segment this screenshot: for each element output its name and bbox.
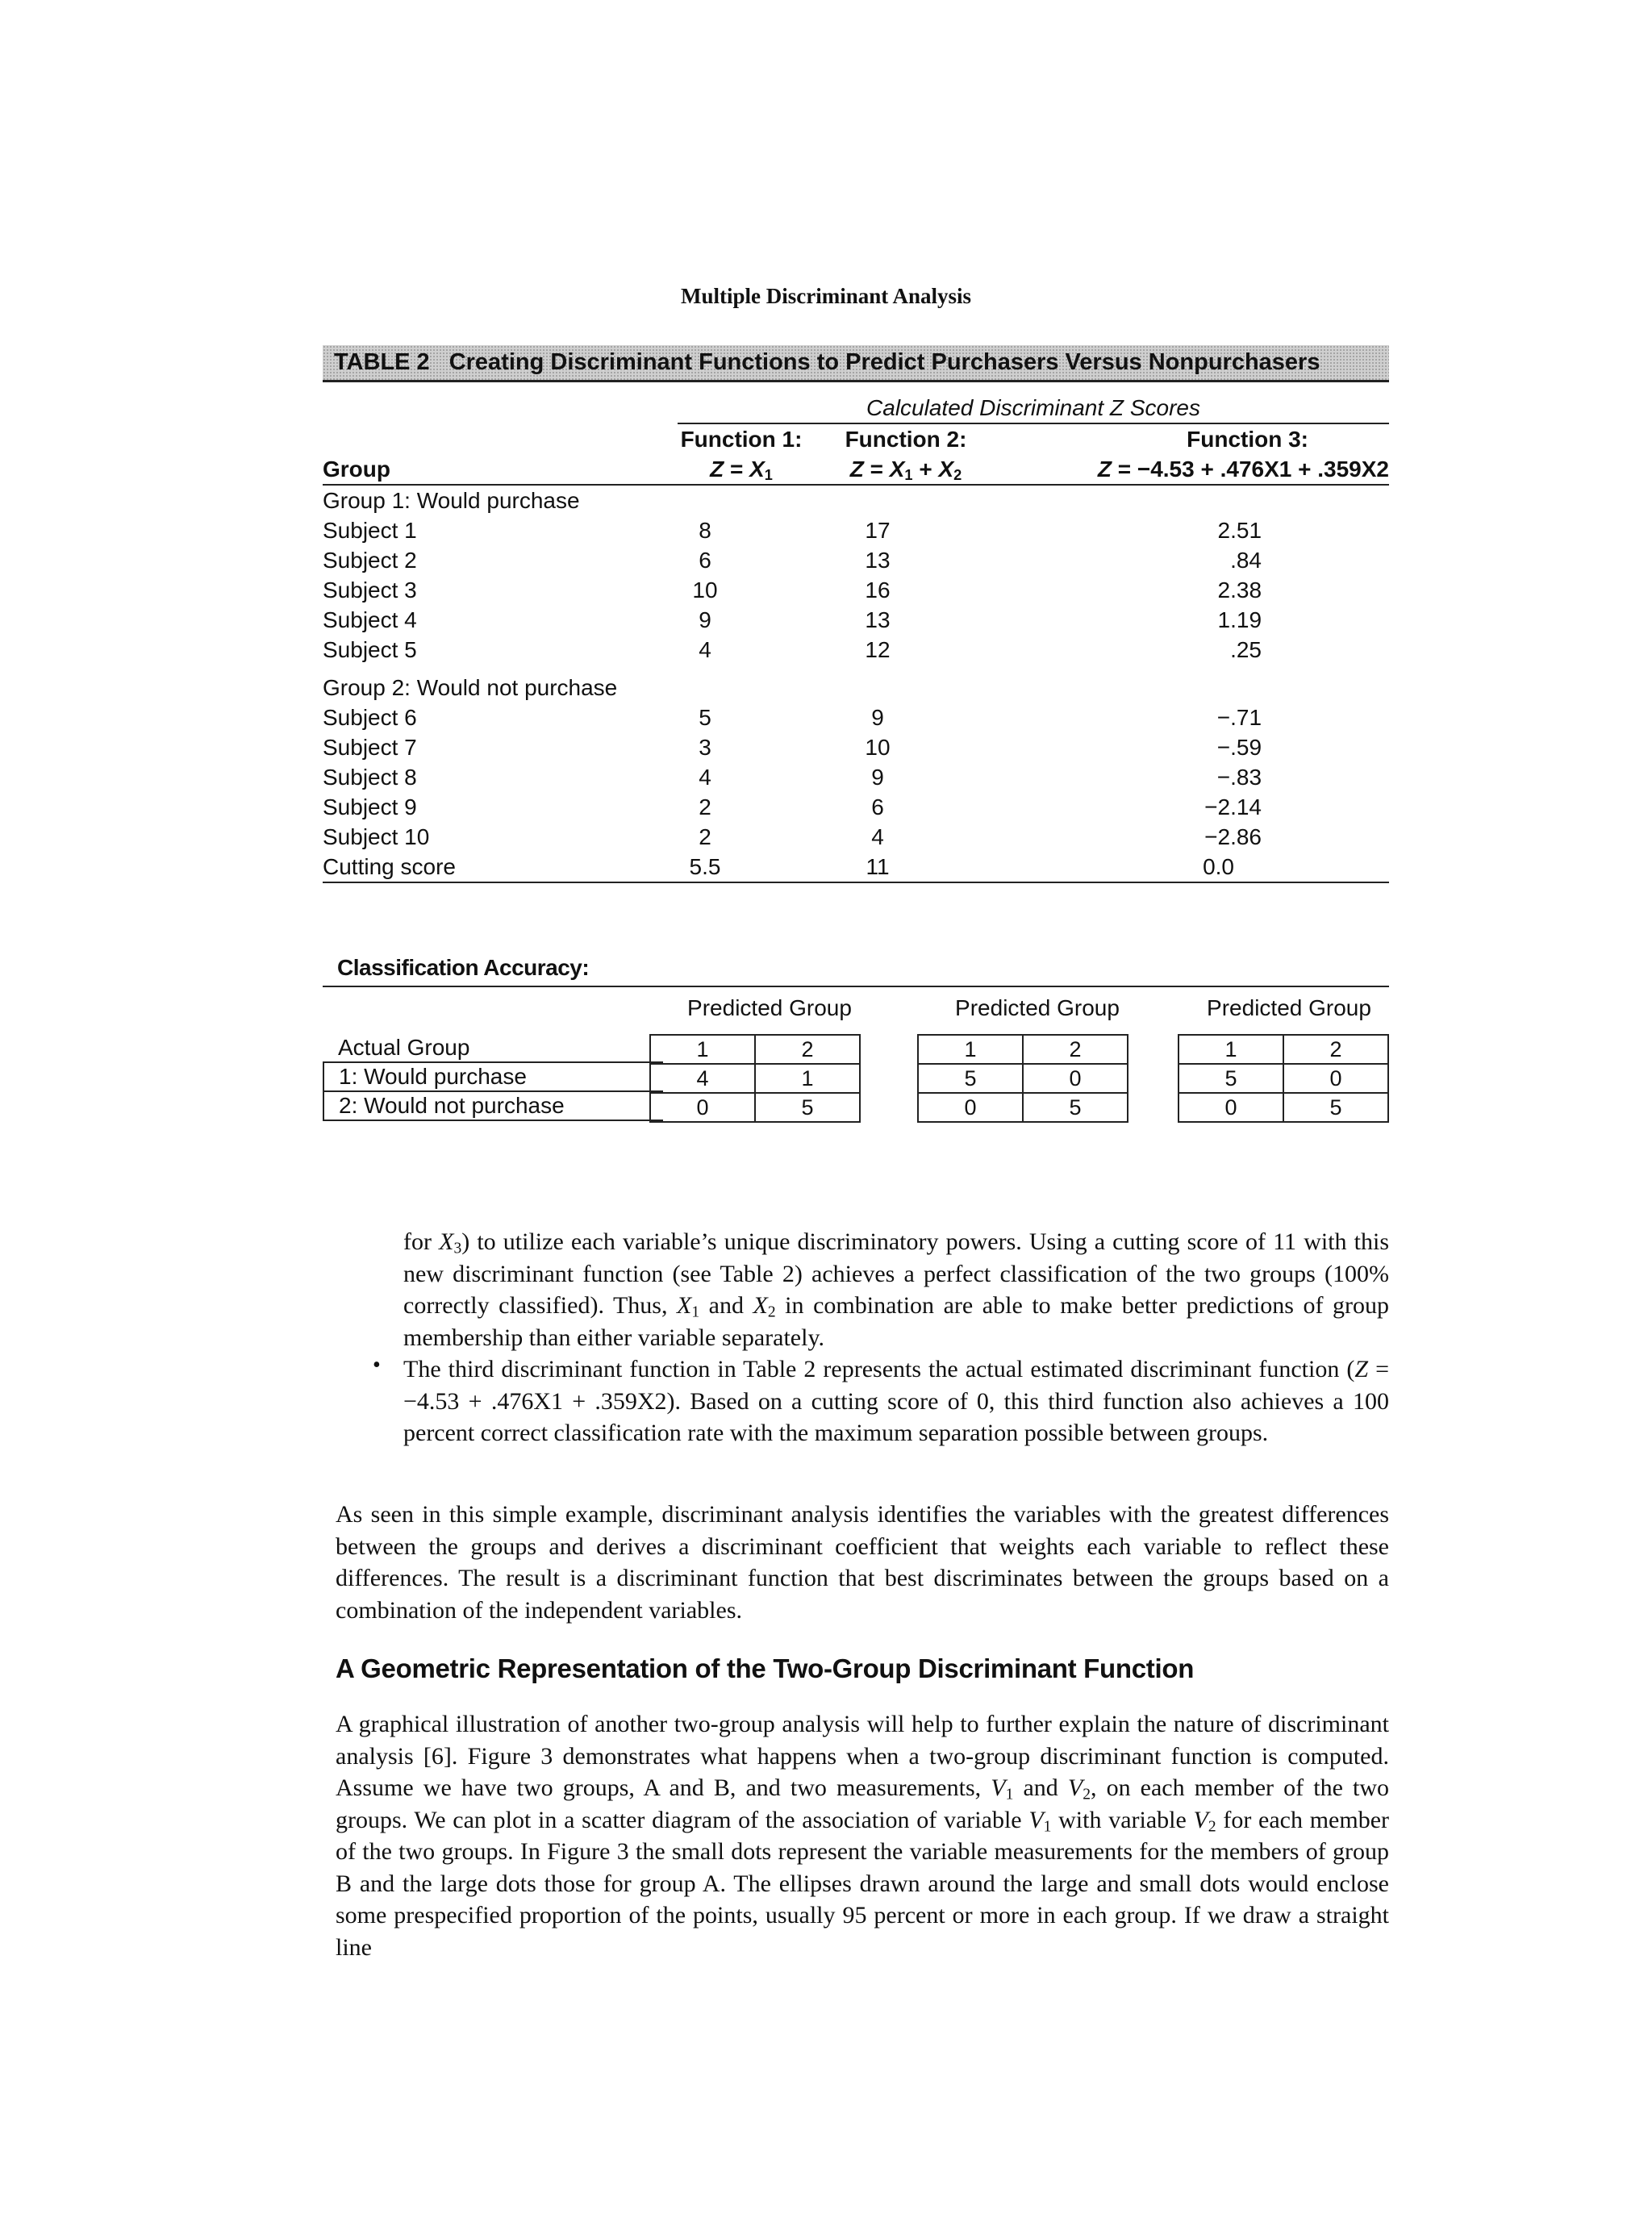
f2-header-line2: $Z = X_1 + X_2$ xyxy=(805,454,1007,485)
classification-accuracy xyxy=(323,950,1389,1120)
matrix-header-cell: 1 xyxy=(918,1035,1023,1064)
matrix-cell: 0 xyxy=(1179,1093,1283,1122)
group-spacer xyxy=(323,665,1389,673)
predicted-group-label-1: Predicted Group xyxy=(687,995,852,1020)
subject-label: Subject 6 xyxy=(323,705,417,730)
f1-score: 9 xyxy=(699,607,711,632)
predicted-group-label-2: Predicted Group xyxy=(955,995,1120,1020)
cutting-score-f3: 0.0 xyxy=(1007,852,1389,882)
f3-score: .84 xyxy=(1230,548,1262,573)
cutting-score-f2: 11 xyxy=(805,852,1007,882)
f1-score: 5 xyxy=(699,705,711,730)
table-row xyxy=(323,605,1389,635)
subject-label: Subject 2 xyxy=(323,548,417,573)
matrix-cell: 5 xyxy=(755,1093,860,1122)
f2-score: 13 xyxy=(865,607,891,632)
table-row xyxy=(323,545,1389,575)
table-title: Creating Discriminant Functions to Predict Purchasers Versus Nonpurchasers xyxy=(448,349,1320,375)
subject-label: Subject 9 xyxy=(323,794,417,819)
f3-score: −2.14 xyxy=(1204,794,1262,819)
running-head: Multiple Discriminant Analysis xyxy=(680,284,972,308)
table-2 xyxy=(323,345,1389,883)
f1-score: 2 xyxy=(699,824,711,849)
actual-group-row-2: 2: Would not purchase xyxy=(323,1091,663,1120)
group-section-row xyxy=(323,673,1389,703)
paragraph-summary: As seen in this simple example, discriminant analysis identifies the variables with the greatest differences between the groups and derives a discriminant coefficient that weights each variable to reflect these differences. The result is a discriminant function that best discriminates between the groups based on a combination of the independent variables. xyxy=(336,1501,1389,1624)
paragraph-geometric: A graphical illustration of another two-group analysis will help to further explain the nature of discriminant analysis [6]. Figure 3 demonstrates what happens when a two-group discriminant function is computed. Assume we have two groups, A and B, and two measurements, $V_1$ and $V_2$, on each member of the two groups. We can plot in a scatter diagram of the association of variable $V_1$ with variable $V_2$ for each member of the two groups. In Figure 3 the small dots represent the variable measurements for the members of group B and the large dots those for group A. The ellipses drawn around the large and small dots would enclose some prespecified proportion of the points, usually 95 percent or more in each group. If we draw a straight line xyxy=(336,1711,1389,1961)
f2-score: 9 xyxy=(871,705,884,730)
matrix-cell: 5 xyxy=(1179,1064,1283,1093)
actual-group-table xyxy=(323,1034,663,1121)
table-caption xyxy=(323,345,1389,382)
matrix-cell: 0 xyxy=(1283,1064,1388,1093)
matrix-header-cell: 2 xyxy=(755,1035,860,1064)
classification-matrix-3 xyxy=(1178,1034,1389,1123)
actual-group-row-1: 1: Would purchase xyxy=(323,1062,663,1091)
matrix-cell: 0 xyxy=(918,1093,1023,1122)
f3-score: −.71 xyxy=(1216,705,1262,730)
f1-score: 6 xyxy=(699,548,711,573)
f2-score: 6 xyxy=(871,794,884,819)
f3-header-line1: Function 3: xyxy=(1187,427,1309,452)
f2-score: 10 xyxy=(865,735,891,760)
section-heading: A Geometric Representation of the Two-Group Discriminant Function xyxy=(336,1653,1195,1683)
f1-score: 4 xyxy=(699,765,711,790)
f2-score: 16 xyxy=(865,578,891,603)
f2-header-line1: Function 2: xyxy=(845,427,967,452)
f2-score: 13 xyxy=(865,548,891,573)
matrix-cell: 5 xyxy=(1023,1093,1128,1122)
matrix-cell: 5 xyxy=(1283,1093,1388,1122)
f2-score: 9 xyxy=(871,765,884,790)
f3-score: 2.38 xyxy=(1217,578,1262,603)
table-row xyxy=(323,822,1389,852)
classification-matrix-1 xyxy=(649,1034,861,1123)
subject-label: Subject 3 xyxy=(323,578,417,603)
f1-header-line2: $Z = X_1$ xyxy=(678,454,805,485)
f2-score: 12 xyxy=(865,637,891,662)
bullet-icon: • xyxy=(373,1353,381,1378)
matrix-header-cell: 2 xyxy=(1283,1035,1388,1064)
group-section-row xyxy=(323,485,1389,515)
f3-score: −2.86 xyxy=(1204,824,1262,849)
cutting-score-row xyxy=(323,852,1389,882)
subject-label: Subject 10 xyxy=(323,824,430,849)
f1-score: 10 xyxy=(692,578,718,603)
matrix-header-cell: 1 xyxy=(650,1035,755,1064)
matrix-cell: 1 xyxy=(755,1064,860,1093)
f1-score: 8 xyxy=(699,518,711,543)
classification-matrix-2 xyxy=(917,1034,1128,1123)
predicted-group-label-3: Predicted Group xyxy=(1207,995,1371,1020)
table-row xyxy=(323,515,1389,545)
subject-label: Subject 4 xyxy=(323,607,417,632)
bullet-third-function: The third discriminant function in Table 2 represents the actual estimated discriminant function (Z = −4.53 + .476X1 + .359X2). Based on a cutting score of 0, this third function also achieves a 100 percent correct classification rate with the maximum separation possible between groups. xyxy=(403,1356,1390,1446)
group-section-label: Group 1: Would purchase xyxy=(323,488,580,513)
matrix-cell: 0 xyxy=(1023,1064,1128,1093)
table-row xyxy=(323,575,1389,605)
group-section-label: Group 2: Would not purchase xyxy=(323,675,618,700)
table-body xyxy=(323,485,1389,852)
classification-accuracy-title: Classification Accuracy: xyxy=(323,950,1389,987)
matrix-header-cell: 2 xyxy=(1023,1035,1128,1064)
matrix-cell: 0 xyxy=(650,1093,755,1122)
f3-score: −.59 xyxy=(1216,735,1262,760)
matrix-cell: 5 xyxy=(918,1064,1023,1093)
subject-label: Subject 1 xyxy=(323,518,417,543)
matrix-cell: 4 xyxy=(650,1064,755,1093)
f1-score: 3 xyxy=(699,735,711,760)
f2-score: 17 xyxy=(865,518,891,543)
f3-score: −.83 xyxy=(1216,765,1262,790)
cutting-score-f1: 5.5 xyxy=(678,852,805,882)
table-row xyxy=(323,732,1389,762)
table-row xyxy=(323,762,1389,792)
f1-score: 4 xyxy=(699,637,711,662)
paragraph-continuation: for $X_3$) to utilize each variable’s unique discriminatory powers. Using a cutting score of 11 with this new discriminant function (see Table 2) achieves a perfect classification of the two groups (100% correctly classified). Thus, $X_1$ and $X_2$ in combination are able to make better predictions of group membership than either variable separately. xyxy=(403,1228,1390,1351)
table-spanner-header: Calculated Discriminant Z Scores xyxy=(678,382,1389,423)
table-row xyxy=(323,635,1389,665)
f3-score: .25 xyxy=(1230,637,1262,662)
f1-score: 2 xyxy=(699,794,711,819)
subject-label: Subject 5 xyxy=(323,637,417,662)
matrix-header-cell: 1 xyxy=(1179,1035,1283,1064)
f3-header-line2: Z = −4.53 + .476X1 + .359X2 xyxy=(1007,454,1389,485)
actual-group-header: Actual Group xyxy=(323,1034,663,1062)
subject-label: Subject 7 xyxy=(323,735,417,760)
subject-label: Subject 8 xyxy=(323,765,417,790)
group-header: Group xyxy=(323,454,678,485)
f1-header-line1: Function 1: xyxy=(680,427,803,452)
discriminant-scores-table xyxy=(323,382,1389,883)
f3-score: 2.51 xyxy=(1217,518,1262,543)
f2-score: 4 xyxy=(871,824,884,849)
table-label: TABLE 2 xyxy=(334,349,430,375)
f3-score: 1.19 xyxy=(1217,607,1262,632)
cutting-score-label: Cutting score xyxy=(323,852,678,882)
table-row xyxy=(323,703,1389,732)
table-row xyxy=(323,792,1389,822)
